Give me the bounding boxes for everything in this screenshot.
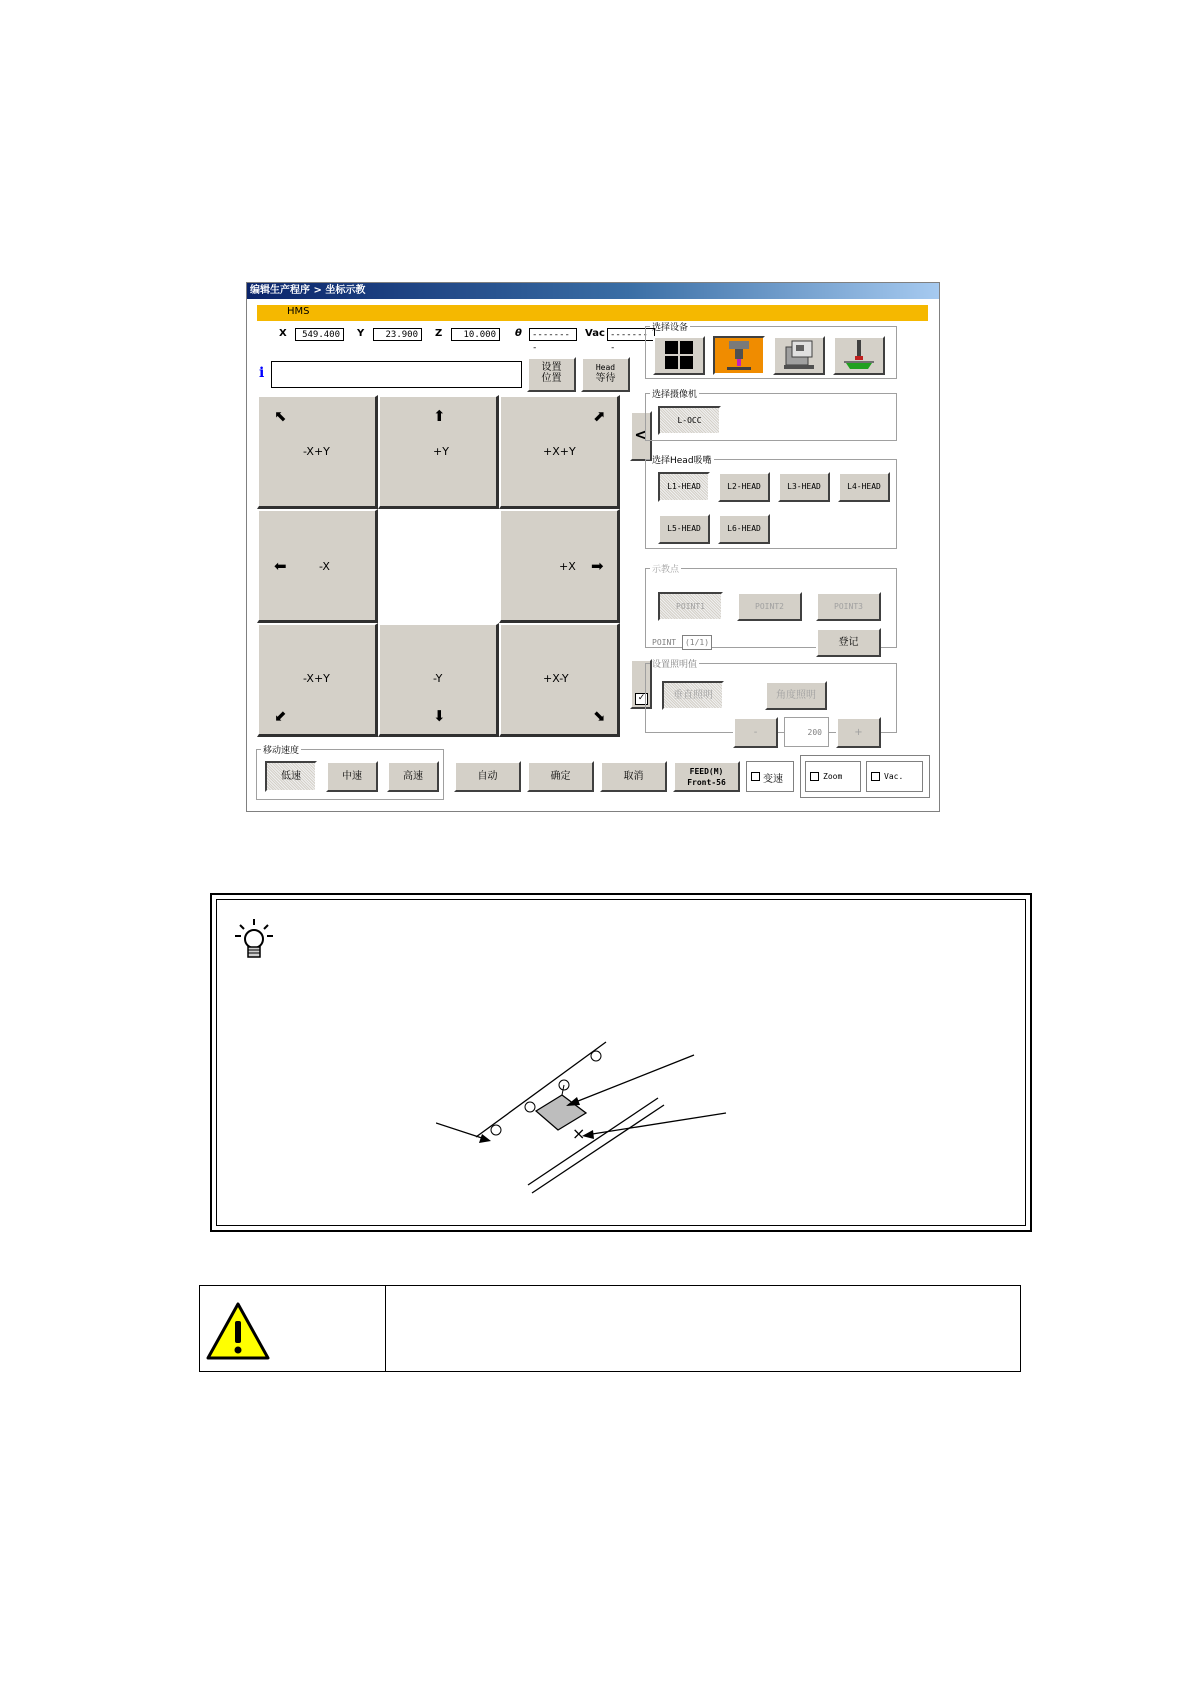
head-wait-label-2: 等待	[595, 373, 616, 384]
x-coord-field: 549.400	[295, 328, 344, 341]
y-coord-field: 23.900	[373, 328, 422, 341]
jog-button-minus-x-plus-y-lower[interactable]	[257, 623, 378, 737]
head-button-l3[interactable]: L3-HEAD	[778, 472, 830, 502]
speed-group-legend: 移动速度	[263, 746, 300, 756]
light-minus-button[interactable]: -	[733, 717, 778, 748]
jog-label: +Y	[433, 445, 449, 458]
vac-toggle-label: Vac.	[884, 772, 904, 781]
vac-checkbox[interactable]	[871, 772, 880, 781]
arrow-up-left-icon: ⬉	[274, 407, 287, 425]
hint-box	[210, 893, 1032, 1232]
head-button-l2[interactable]: L2-HEAD	[718, 472, 770, 502]
lighting-group-legend: 设置照明值	[652, 660, 698, 670]
window-title: 编辑生产程序 > 坐标示教	[247, 283, 939, 299]
x-label: X	[279, 328, 287, 339]
caution-divider	[385, 1286, 386, 1371]
point3-button[interactable]: POINT3	[816, 592, 881, 621]
jog-center	[378, 509, 499, 623]
arrow-right-icon: ➡	[591, 557, 604, 575]
varspeed-checkbox[interactable]	[751, 772, 760, 781]
caution-box	[199, 1285, 1021, 1372]
head-wait-label-1: Head	[595, 363, 616, 372]
teach-point-legend: 示教点	[652, 565, 680, 575]
point2-button[interactable]: POINT2	[737, 592, 802, 621]
vertical-light-button[interactable]: 垂直照明	[662, 681, 724, 710]
speed-mid-button[interactable]: 中速	[326, 761, 378, 792]
speed-high-button[interactable]: 高速	[387, 761, 439, 792]
device-button-head[interactable]	[713, 336, 765, 375]
ok-button[interactable]: 确定	[527, 761, 594, 792]
machine-name: HMS	[287, 306, 310, 317]
message-field	[271, 361, 522, 388]
head-button-l6[interactable]: L6-HEAD	[718, 514, 770, 544]
point-counter-label: POINT	[652, 638, 677, 647]
feed-label-2: Front-56	[687, 778, 726, 787]
theta-coord-field: --------	[529, 328, 577, 341]
speed-low-button[interactable]: 低速	[265, 761, 317, 792]
z-coord-field: 10.000	[451, 328, 500, 341]
jog-label: -X+Y	[303, 445, 330, 458]
jog-label: -Y	[433, 672, 443, 685]
camera-group-legend: 选择摄像机	[652, 390, 698, 400]
jog-label: -X+Y	[303, 672, 330, 685]
lightbulb-icon	[232, 917, 276, 961]
auto-button[interactable]: 自动	[454, 761, 521, 792]
varspeed-toggle[interactable]	[746, 761, 794, 792]
feed-label-1: FEED(M)	[689, 767, 724, 776]
device-button-camera[interactable]	[773, 336, 825, 375]
jog-label: +X-Y	[543, 672, 569, 685]
varspeed-label: 变速	[763, 774, 783, 785]
head-group-legend: 选择Head吸嘴	[652, 456, 712, 466]
vac-label: Vac	[585, 328, 605, 339]
chevron-left-icon: <	[634, 425, 648, 444]
zoom-checkbox[interactable]	[810, 772, 819, 781]
grid-view-icon	[663, 340, 695, 370]
machine-banner	[257, 305, 928, 321]
vac-coord-field: --------	[607, 328, 655, 341]
device-group-legend: 选择设备	[652, 323, 689, 333]
svg-text:×: ×	[572, 1124, 586, 1143]
jog-button-plus-x-plus-y[interactable]	[499, 395, 620, 509]
head-device-icon	[723, 339, 755, 371]
teaching-window	[246, 282, 940, 812]
zoom-label: Zoom	[823, 772, 843, 781]
cancel-button[interactable]: 取消	[600, 761, 667, 792]
jog-button-plus-x-minus-y[interactable]	[499, 623, 620, 737]
theta-label: θ	[515, 328, 522, 339]
jog-label: +X+Y	[543, 445, 576, 458]
nozzle-alignment-diagram	[436, 1035, 756, 1205]
head-button-l5[interactable]: L5-HEAD	[658, 514, 710, 544]
arrow-up-icon: ⬆	[433, 407, 446, 425]
arrow-down-left-icon: ⬋	[274, 707, 287, 725]
camera-l-occ-button[interactable]: L-OCC	[658, 406, 721, 435]
set-position-label-1: 设置	[541, 362, 562, 373]
arrow-down-right-icon: ⬊	[593, 707, 606, 725]
jog-button-plus-y[interactable]	[378, 395, 499, 509]
light-plus-button[interactable]: +	[836, 717, 881, 748]
nozzle-device-icon	[842, 339, 876, 371]
feed-button[interactable]	[673, 761, 740, 792]
warning-triangle-icon	[205, 1301, 271, 1361]
arrow-up-right-icon: ⬈	[593, 407, 606, 425]
set-position-label-2: 位置	[541, 373, 562, 384]
set-position-button[interactable]	[527, 357, 576, 392]
camera-device-icon	[782, 339, 816, 371]
head-wait-button[interactable]	[581, 357, 630, 392]
angle-light-button[interactable]: 角度照明	[765, 681, 827, 710]
light-value-field[interactable]: 200	[784, 717, 829, 747]
checkbox-icon: ✓	[635, 693, 648, 705]
jog-label: +X	[559, 560, 576, 573]
point1-button[interactable]: POINT1	[658, 592, 723, 621]
info-icon: i	[259, 365, 265, 381]
register-button[interactable]: 登记	[816, 628, 881, 657]
jog-button-minus-x-plus-y[interactable]	[257, 395, 378, 509]
device-button-overview[interactable]	[653, 336, 705, 375]
jog-label: -X	[319, 560, 330, 573]
y-label: Y	[357, 328, 365, 339]
jog-button-plus-x[interactable]	[499, 509, 620, 623]
arrow-down-icon: ⬇	[433, 707, 446, 725]
point-counter-field: (1/1)	[682, 635, 712, 650]
arrow-left-icon: ⬅	[274, 557, 287, 575]
jog-button-minus-x[interactable]	[257, 509, 378, 623]
head-button-l4[interactable]: L4-HEAD	[838, 472, 890, 502]
jog-button-minus-y[interactable]	[378, 623, 499, 737]
zoom-toggle[interactable]	[805, 761, 861, 792]
z-label: Z	[435, 328, 443, 339]
device-button-nozzle[interactable]	[833, 336, 885, 375]
head-button-l1[interactable]: L1-HEAD	[658, 472, 710, 502]
vac-toggle[interactable]	[866, 761, 923, 792]
